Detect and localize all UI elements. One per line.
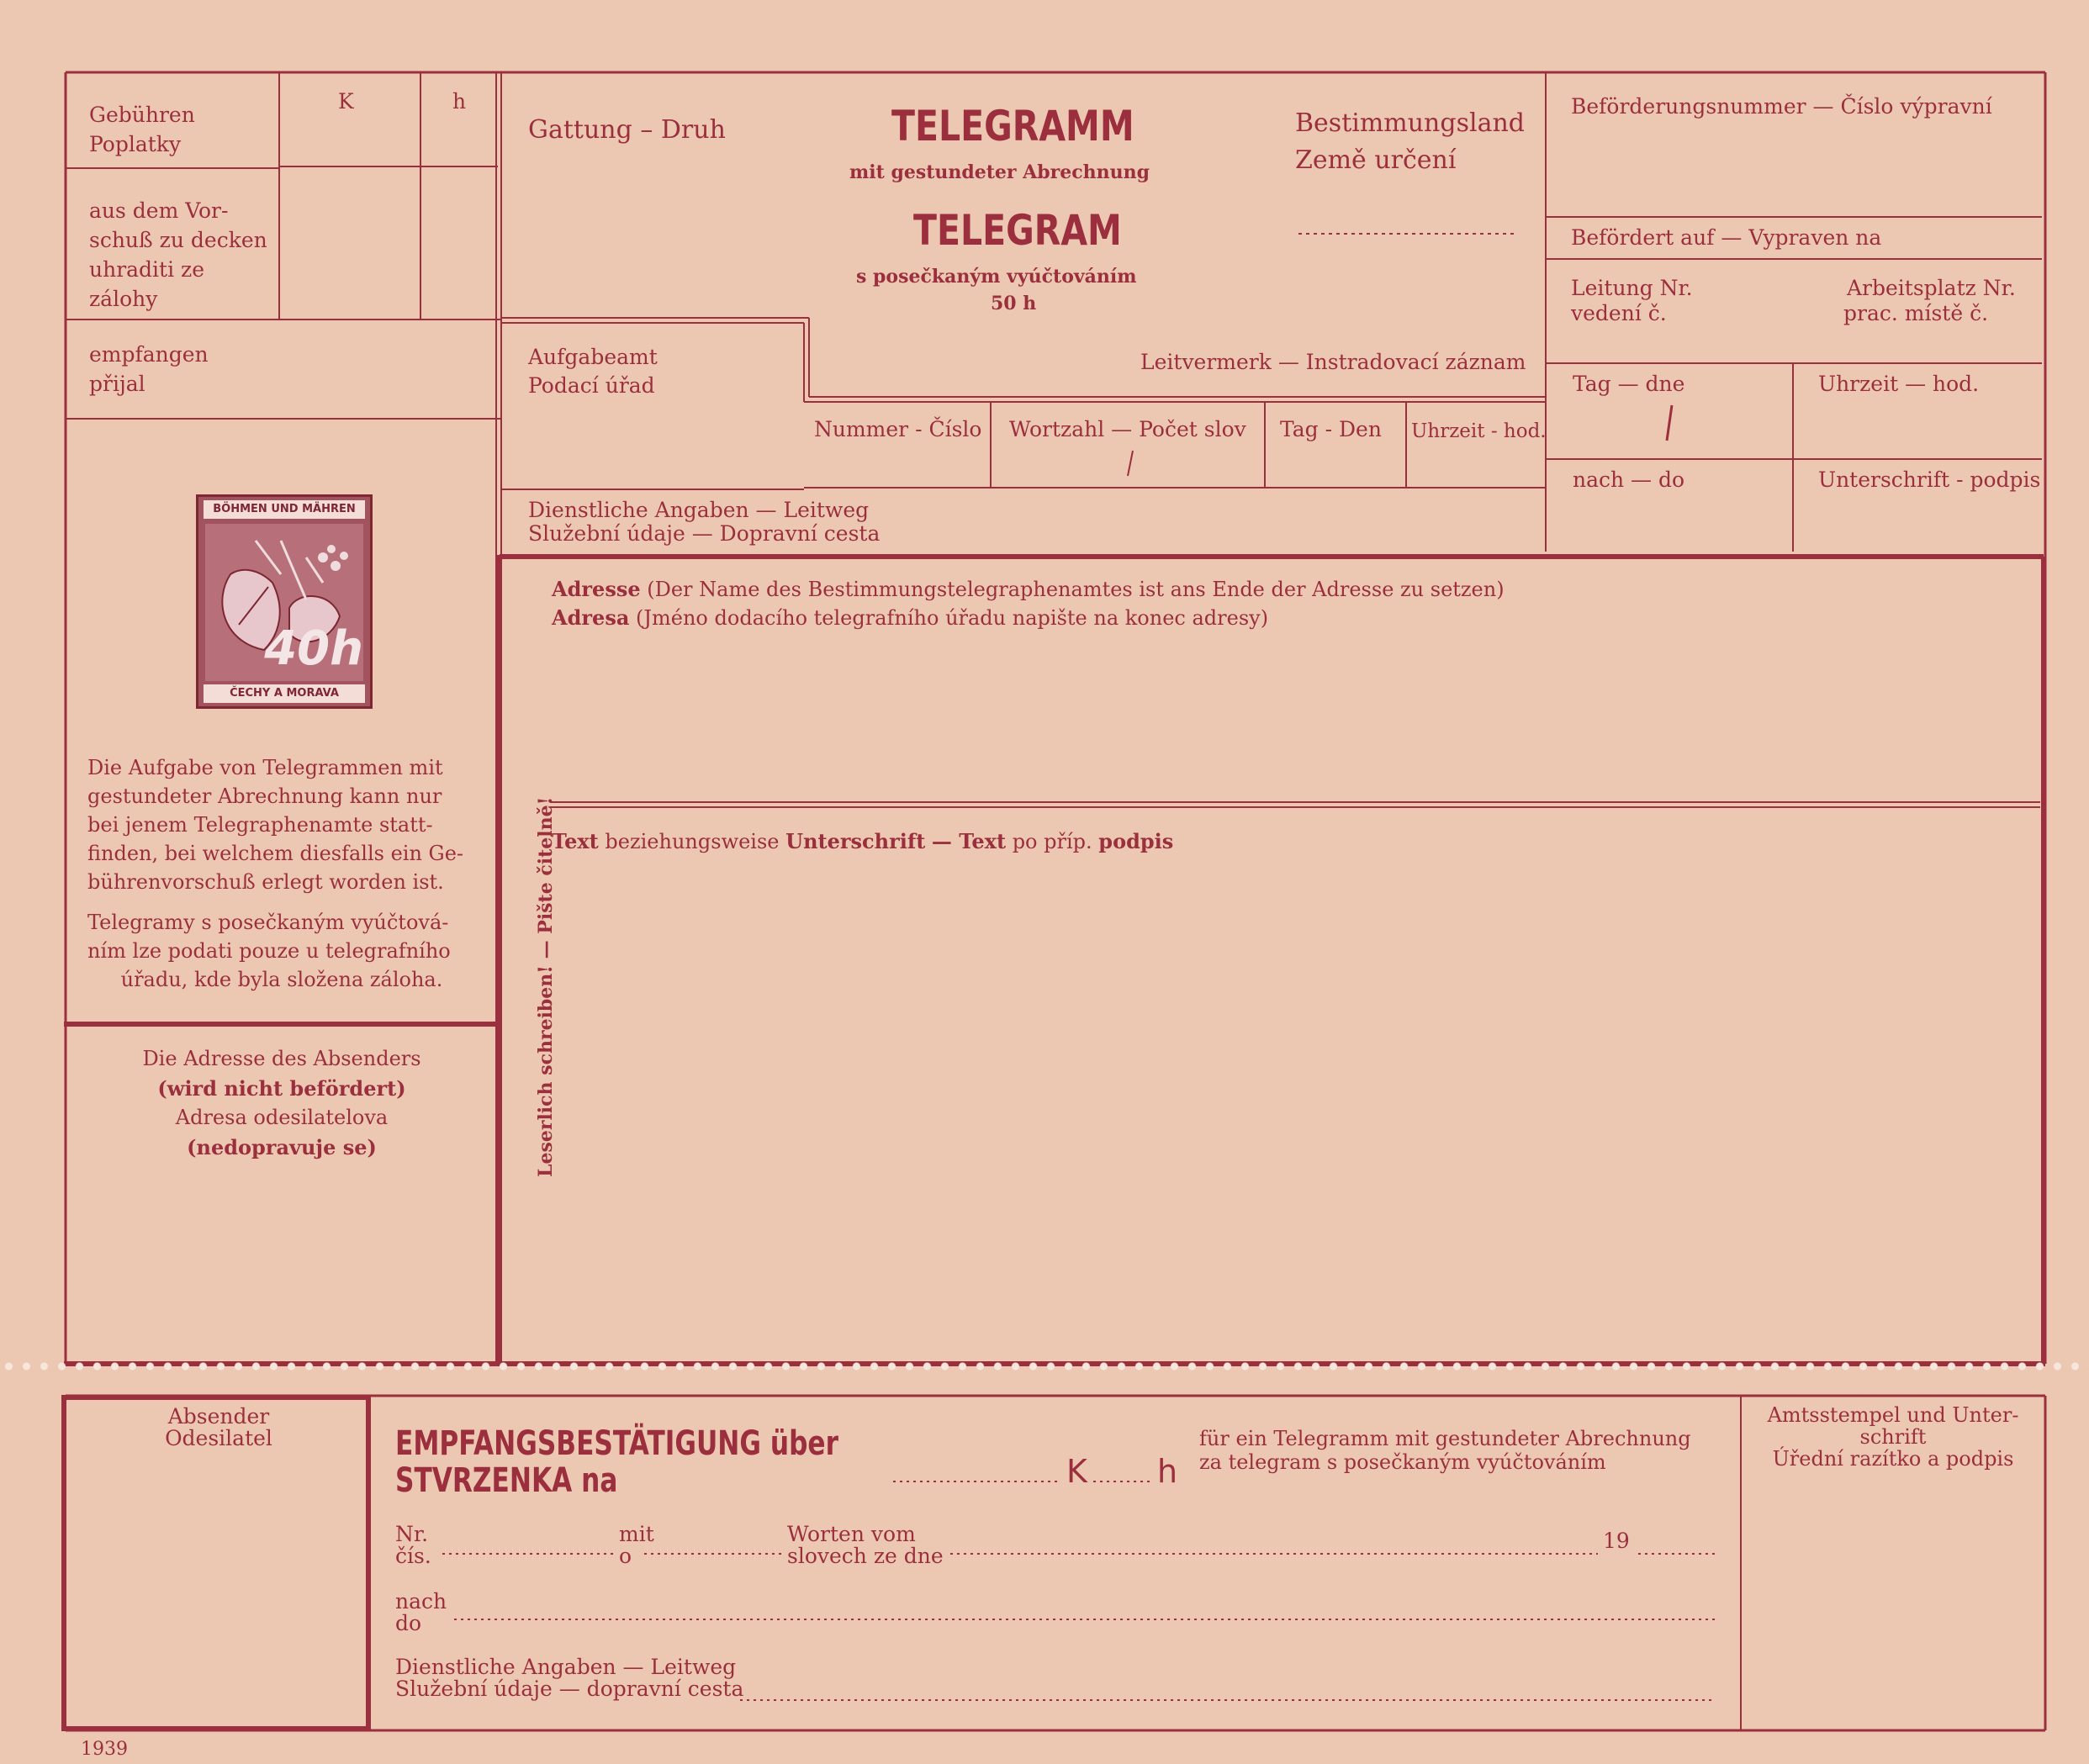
receipt-h: h xyxy=(1157,1453,1178,1490)
postage-stamp xyxy=(196,494,373,709)
workplace-de: Arbeitsplatz Nr. xyxy=(1847,276,2016,300)
origin-office-cs: Podací úřad xyxy=(528,373,655,398)
line-no-de: Leitung Nr. xyxy=(1571,276,1693,300)
receipt-cis: čís. xyxy=(395,1544,431,1568)
advance-line-2: schuß zu decken xyxy=(89,228,267,252)
origin-office-de: Aufgabeamt xyxy=(528,345,658,369)
routing-note: Leitvermerk — Instradovací záznam xyxy=(1140,350,1526,374)
address-hint-de: (Der Name des Bestimmungstelegraphenamtes ist ans Ende der Adresse zu setzen) xyxy=(647,578,1505,601)
column-day: Tag - Den xyxy=(1280,417,1382,441)
notice-cs-1: Telegramy s posečkaným vyúčtová- xyxy=(87,911,449,934)
receipt-o: o xyxy=(619,1544,632,1568)
notice-cs-3: úřadu, kde byla složena záloha. xyxy=(120,968,443,991)
receipt-service-cs: Služební údaje — dopravní cesta xyxy=(395,1677,744,1701)
destination-cs: Země určení xyxy=(1295,145,1457,175)
receipt-service-de: Dienstliche Angaben — Leitweg xyxy=(395,1655,737,1679)
to-label: nach — do xyxy=(1573,467,1685,492)
title-de-sub: mit gestundeter Abrechnung xyxy=(849,161,1150,183)
sent-on-label: Befördert auf — Vypraven na xyxy=(1571,225,1882,250)
receipt-do: do xyxy=(395,1611,422,1635)
sender-line-4: (nedopravuje se) xyxy=(187,1135,377,1159)
title-cs-sub: s posečkaným vyúčtováním xyxy=(856,266,1137,288)
received-label-cs: přijal xyxy=(89,372,145,396)
receipt-title-over: über xyxy=(769,1424,838,1463)
column-time: Uhrzeit - hod. xyxy=(1411,420,1547,442)
received-label-de: empfangen xyxy=(89,342,209,367)
receipt-for-cs: za telegram s posečkaným vyúčtováním xyxy=(1199,1450,1606,1474)
receipt-title-de xyxy=(395,1424,838,1463)
time-label: Uhrzeit — hod. xyxy=(1818,372,1980,396)
notice-de-1: Die Aufgabe von Telegrammen mit xyxy=(87,756,443,779)
legible-note: Leserlich schreiben! — Pište čitelně! xyxy=(535,796,557,1177)
receipt-sender-de: Absender xyxy=(167,1404,270,1429)
sender-address-block xyxy=(67,1044,496,1162)
receipt-nach: nach xyxy=(395,1589,447,1613)
fees-col-h: h xyxy=(452,89,467,114)
receipt-year: 19 xyxy=(1603,1529,1630,1553)
text-label-row xyxy=(552,827,1173,856)
text-label-a: Text xyxy=(552,829,599,853)
service-cs: Služební údaje — Dopravní cesta xyxy=(528,521,881,546)
workplace-cs: prac. místě č. xyxy=(1843,301,1989,325)
notice-de-2: gestundeter Abrechnung kann nur xyxy=(87,784,442,808)
receipt-sender-cs: Odesilatel xyxy=(165,1426,272,1450)
text-label-b: beziehungsweise xyxy=(605,830,780,853)
receipt-for-de: für ein Telegramm mit gestundeter Abrechnung xyxy=(1199,1427,1691,1450)
receipt-official-stamp xyxy=(1744,1404,2042,1470)
transport-no-label: Beförderungsnummer — Číslo výpravní xyxy=(1571,94,1992,119)
advance-line-1: aus dem Vor- xyxy=(89,198,229,223)
receipt-title-de-text: EMPFANGSBESTÄTIGUNG xyxy=(395,1424,762,1463)
sender-line-1: Die Adresse des Absenders xyxy=(142,1047,421,1070)
advance-line-3: uhraditi ze xyxy=(89,257,205,282)
notice-de-3: bei jenem Telegraphenamte statt- xyxy=(87,813,433,837)
type-label: Gattung – Druh xyxy=(528,115,726,145)
address-label-cs-row xyxy=(552,604,1268,632)
perforation xyxy=(0,1360,2089,1372)
sender-line-2: (wird nicht befördert) xyxy=(157,1076,406,1101)
notice-de-5: bührenvorschuß erlegt worden ist. xyxy=(87,870,444,894)
line-no-cs: vedení č. xyxy=(1571,301,1667,325)
fees-col-k: K xyxy=(338,89,354,114)
title-cs: TELEGRAM xyxy=(913,206,1122,255)
receipt-mit: mit xyxy=(619,1522,654,1546)
receipt-slovech: slovech ze dne xyxy=(787,1544,944,1568)
address-label-de: Adresse xyxy=(552,577,641,601)
receipt-worten: Worten vom xyxy=(787,1522,916,1546)
message-text-input[interactable] xyxy=(552,861,2032,1349)
text-label-d: — Text xyxy=(931,829,1007,853)
stamp-value: 40h xyxy=(264,621,363,676)
text-label-f: podpis xyxy=(1098,829,1174,853)
address-input[interactable] xyxy=(552,641,2032,797)
text-label-c: Unterschrift xyxy=(785,829,926,853)
service-de: Dienstliche Angaben — Leitweg xyxy=(528,498,870,522)
notice-block xyxy=(87,753,476,994)
signature-label: Unterschrift - podpis xyxy=(1818,467,2041,492)
address-label-cs: Adresa xyxy=(552,605,630,630)
column-number: Nummer - Číslo xyxy=(814,417,982,441)
fees-label-cs: Poplatky xyxy=(89,132,182,156)
print-year: 1939 xyxy=(81,1739,128,1760)
advance-line-4: zálohy xyxy=(89,287,158,311)
receipt-nr: Nr. xyxy=(395,1522,429,1546)
destination-de: Bestimmungsland xyxy=(1295,108,1525,138)
receipt-stamp-2: schrift xyxy=(1859,1425,1927,1449)
stamp-top-text: BÖHMEN UND MÄHREN xyxy=(204,500,365,519)
sender-line-3: Adresa odesilatelova xyxy=(175,1106,389,1129)
text-label-e: po příp. xyxy=(1012,830,1092,853)
receipt-stamp-3: Úřední razítko a podpis xyxy=(1772,1447,2014,1471)
day-label: Tag — dne xyxy=(1573,372,1685,396)
title-price: 50 h xyxy=(991,293,1037,314)
notice-cs-2: ním lze podati pouze u telegrafního xyxy=(87,939,451,963)
stamp-bottom-text: ČECHY A MORAVA xyxy=(204,684,365,703)
title-de: TELEGRAMM xyxy=(891,102,1134,151)
receipt-k: K xyxy=(1066,1453,1087,1490)
receipt-stamp-1: Amtsstempel und Unter- xyxy=(1767,1403,2019,1427)
fees-label-de: Gebühren xyxy=(89,103,195,127)
address-hint-cs: (Jméno dodacího telegrafního úřadu napište na konec adresy) xyxy=(636,606,1269,630)
notice-de-4: finden, bei welchem diesfalls ein Ge- xyxy=(87,842,464,865)
receipt-title-cs: STVRZENKA na xyxy=(395,1461,618,1500)
address-label-de-row xyxy=(552,575,1505,604)
column-wordcount: Wortzahl — Počet slov xyxy=(1009,417,1246,441)
